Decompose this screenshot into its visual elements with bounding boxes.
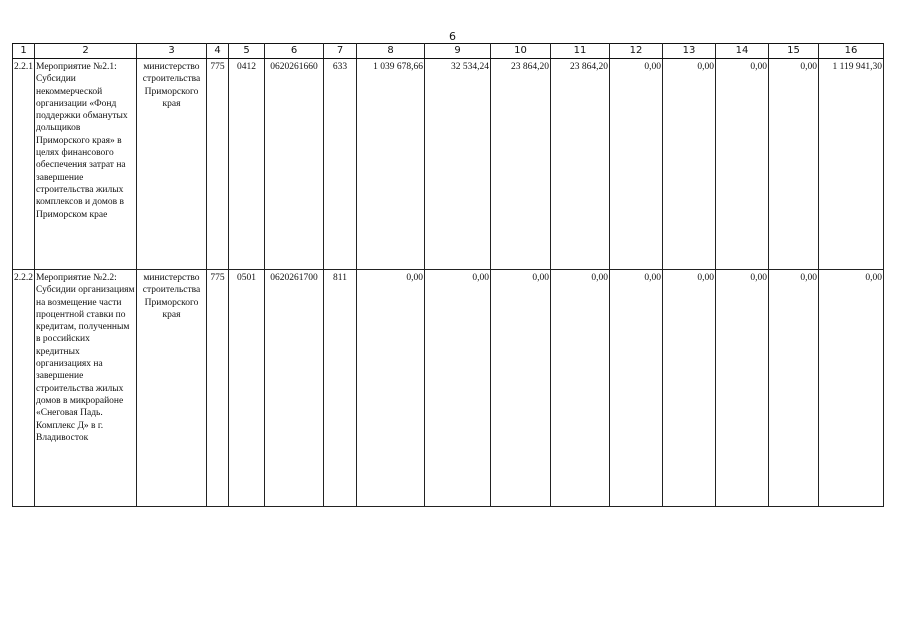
column-header: 8 bbox=[357, 44, 425, 59]
amount-cell: 23 864,20 bbox=[551, 59, 610, 270]
grbs-code: 775 bbox=[207, 270, 229, 507]
target-article-code: 0620261700 bbox=[265, 270, 324, 507]
measure-description: Мероприятие №2.1: Субсидии некоммерческой организации «Фонд поддержки обманутых дольщиков Приморского края» в целях финансового обеспечения затрат на завершение строительства жилых комплексов и домов в Приморском крае bbox=[35, 59, 137, 270]
page-number: 6 bbox=[449, 30, 456, 43]
column-header: 3 bbox=[137, 44, 207, 59]
amount-cell: 32 534,24 bbox=[425, 59, 491, 270]
column-header: 12 bbox=[610, 44, 663, 59]
column-header: 13 bbox=[663, 44, 716, 59]
amount-cell: 0,00 bbox=[716, 270, 769, 507]
column-header: 9 bbox=[425, 44, 491, 59]
grbs-code: 775 bbox=[207, 59, 229, 270]
amount-cell: 0,00 bbox=[663, 270, 716, 507]
column-header: 16 bbox=[819, 44, 884, 59]
amount-cell: 0,00 bbox=[610, 270, 663, 507]
column-header: 4 bbox=[207, 44, 229, 59]
item-number: 2.2.2 bbox=[13, 270, 35, 507]
amount-cell: 0,00 bbox=[769, 270, 819, 507]
amount-cell: 23 864,20 bbox=[491, 59, 551, 270]
amount-cell: 0,00 bbox=[716, 59, 769, 270]
column-header: 5 bbox=[229, 44, 265, 59]
budget-table bbox=[12, 43, 884, 507]
measure-description: Мероприятие №2.2: Субсидии организациям на возмещение части процентной ставки по кредитам, полученным в российских кредитных организациях на завершение строительства жилых домов в микрорайоне «Снеговая Падь. Комплекс Д» в г. Владивосток bbox=[35, 270, 137, 507]
column-header: 2 bbox=[35, 44, 137, 59]
amount-cell: 0,00 bbox=[491, 270, 551, 507]
item-number: 2.2.1 bbox=[13, 59, 35, 270]
column-header: 14 bbox=[716, 44, 769, 59]
responsible-executor: министерство строительства Приморского края bbox=[137, 59, 207, 270]
total-cell: 1 119 941,30 bbox=[819, 59, 884, 270]
expense-type-code: 811 bbox=[324, 270, 357, 507]
column-header: 6 bbox=[265, 44, 324, 59]
amount-cell: 1 039 678,66 bbox=[357, 59, 425, 270]
header-row bbox=[13, 44, 884, 59]
total-cell: 0,00 bbox=[819, 270, 884, 507]
section-code: 0412 bbox=[229, 59, 265, 270]
section-code: 0501 bbox=[229, 270, 265, 507]
column-header: 7 bbox=[324, 44, 357, 59]
amount-cell: 0,00 bbox=[551, 270, 610, 507]
table-row bbox=[13, 270, 884, 507]
responsible-executor: министерство строительства Приморского края bbox=[137, 270, 207, 507]
amount-cell: 0,00 bbox=[769, 59, 819, 270]
amount-cell: 0,00 bbox=[610, 59, 663, 270]
target-article-code: 0620261660 bbox=[265, 59, 324, 270]
amount-cell: 0,00 bbox=[425, 270, 491, 507]
amount-cell: 0,00 bbox=[357, 270, 425, 507]
column-header: 11 bbox=[551, 44, 610, 59]
column-header: 1 bbox=[13, 44, 35, 59]
amount-cell: 0,00 bbox=[663, 59, 716, 270]
column-header: 10 bbox=[491, 44, 551, 59]
table-row bbox=[13, 59, 884, 270]
expense-type-code: 633 bbox=[324, 59, 357, 270]
column-header: 15 bbox=[769, 44, 819, 59]
